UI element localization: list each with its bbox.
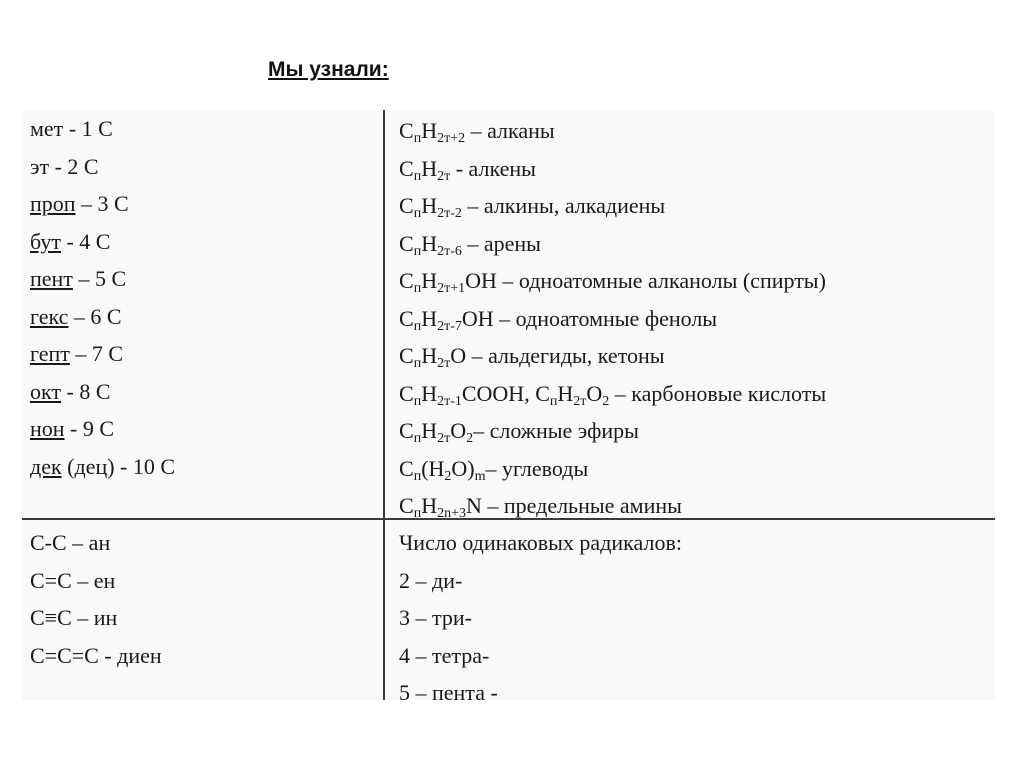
formula-item <box>399 150 826 188</box>
formula-symbol: C <box>399 193 414 218</box>
prefix-item <box>30 185 175 223</box>
prefix-root: окт <box>30 378 62 404</box>
formula-subscript: п <box>413 468 422 484</box>
prefix-item <box>30 110 175 148</box>
formula-symbol: C <box>399 380 414 406</box>
formula-subscript: 2т <box>437 356 451 371</box>
formula-description: – сложные эфиры <box>473 418 639 443</box>
scanned-table <box>22 110 995 705</box>
prefix-count: - 9 С <box>64 416 115 441</box>
formula-symbol: H <box>421 155 438 181</box>
prefix-list <box>30 110 175 485</box>
formula-symbol: OH <box>465 268 497 293</box>
formula-symbol: H <box>421 268 438 293</box>
formula-subscript: 2т-1 <box>437 393 462 409</box>
prefix-count: (дец) - 10 С <box>61 453 176 479</box>
formula-symbol: O <box>450 343 467 368</box>
formula-symbol: H <box>421 230 438 256</box>
formula-item <box>399 450 826 488</box>
formula-subscript: п <box>413 206 422 221</box>
formula-description: - алкены <box>450 155 536 181</box>
prefix-root: гепт <box>30 341 70 366</box>
formula-subscript: п <box>413 431 422 446</box>
formula-symbol: C <box>399 343 414 368</box>
formula-item <box>399 300 826 338</box>
bond-item: С=С=С - диен <box>30 642 162 668</box>
formula-symbol: C <box>399 118 414 143</box>
prefix-root: пент <box>30 266 73 291</box>
formula-symbol: H <box>421 493 438 518</box>
formula-subscript: 2 <box>444 468 452 484</box>
prefix-item <box>30 223 175 261</box>
prefix-count: – 5 С <box>72 266 127 291</box>
formula-symbol: C <box>399 418 414 443</box>
prefix-item <box>30 448 175 486</box>
formula-symbol: H <box>421 305 438 331</box>
bond-suffix-list <box>30 524 162 674</box>
formula-symbol: C <box>399 155 414 181</box>
radical-item: 4 – тетра- <box>399 642 490 668</box>
formula-subscript: 2т <box>437 168 451 184</box>
prefix-count: - 4 С <box>60 228 111 254</box>
prefix-item <box>30 298 175 336</box>
radical-item: 2 – ди- <box>399 567 463 593</box>
prefix-root: нон <box>30 416 65 441</box>
formula-subscript: 2т+1 <box>437 281 466 296</box>
radical-header: Число одинаковых радикалов: <box>399 530 682 555</box>
formula-symbol: COOH, C <box>461 380 550 406</box>
prefix-count: – 7 С <box>69 341 124 366</box>
prefix-root: дек <box>30 453 62 479</box>
formula-symbol: H <box>421 380 438 406</box>
bond-item: С=С – ен <box>30 567 116 593</box>
formula-description: – предельные амины <box>481 493 682 518</box>
formula-subscript: 2т-6 <box>437 243 462 259</box>
prefix-root: бут <box>30 228 61 254</box>
prefix-count: – 3 С <box>75 191 129 216</box>
prefix-item <box>30 260 175 298</box>
prefix-count: - 1 С <box>63 116 113 141</box>
formula-item <box>399 225 826 263</box>
prefix-count: – 6 С <box>68 303 122 329</box>
formula-description: – алканы <box>465 118 555 143</box>
formula-subscript: п <box>413 318 422 334</box>
radical-item: 3 – три- <box>399 605 472 630</box>
prefix-root: мет <box>30 116 64 141</box>
formula-description: – одноатомные алканолы (спирты) <box>496 268 826 293</box>
formula-symbol: H <box>557 380 574 406</box>
formula-symbol: C <box>399 455 414 481</box>
radical-item: 5 – пента - <box>399 680 498 705</box>
formula-symbol: (H <box>421 455 445 481</box>
column-divider <box>383 110 385 700</box>
formula-subscript: п <box>549 393 558 409</box>
formula-description: – карбоновые кислоты <box>609 380 827 406</box>
formula-symbol: OH <box>461 305 494 331</box>
formula-subscript: 2т+2 <box>437 131 466 146</box>
formula-item <box>399 262 826 300</box>
formula-subscript: 2т <box>573 393 587 409</box>
formula-subscript: п <box>413 506 422 521</box>
formula-symbol: C <box>399 493 414 518</box>
formula-description: – одноатомные фенолы <box>493 305 718 331</box>
formula-item <box>399 375 826 413</box>
slide-title: Мы узнали: <box>268 58 389 81</box>
formula-description: – альдегиды, кетоны <box>466 343 665 368</box>
formula-symbol: H <box>421 118 438 143</box>
prefix-count: - 8 С <box>61 378 111 404</box>
formula-symbol: H <box>421 193 438 218</box>
prefix-root: проп <box>30 191 76 216</box>
formula-subscript: п <box>413 131 422 146</box>
radical-list <box>399 524 682 712</box>
formula-subscript: 2 <box>466 431 474 446</box>
formula-item <box>399 187 826 225</box>
prefix-item <box>30 335 175 373</box>
bond-item: С≡С – ин <box>30 605 118 630</box>
formula-subscript: 2т-2 <box>437 206 462 221</box>
formula-subscript: 2т-7 <box>437 318 462 334</box>
prefix-count: - 2 С <box>49 153 99 179</box>
formula-symbol: C <box>399 268 414 293</box>
formula-symbol: O <box>450 418 467 443</box>
formula-subscript: 2n+3 <box>437 506 466 521</box>
bond-item: С-С – ан <box>30 530 111 555</box>
formula-list <box>399 112 826 525</box>
prefix-root: эт <box>30 153 50 179</box>
prefix-item <box>30 148 175 186</box>
formula-symbol: N <box>465 493 482 518</box>
formula-item <box>399 112 826 150</box>
formula-subscript: п <box>413 393 422 409</box>
formula-symbol: C <box>399 305 414 331</box>
formula-subscript: п <box>413 281 422 296</box>
formula-symbol: C <box>399 230 414 256</box>
formula-symbol: O <box>586 380 603 406</box>
formula-subscript: 2 <box>602 393 610 409</box>
formula-description: – углеводы <box>485 455 589 481</box>
formula-item <box>399 337 826 375</box>
formula-subscript: п <box>413 356 422 371</box>
prefix-root: гекс <box>30 303 69 329</box>
formula-subscript: m <box>474 468 486 484</box>
formula-item <box>399 412 826 450</box>
formula-symbol: H <box>421 343 438 368</box>
formula-subscript: п <box>413 243 422 259</box>
formula-description: – алкины, алкадиены <box>461 193 666 218</box>
formula-subscript: п <box>413 168 422 184</box>
formula-description: – арены <box>461 230 541 256</box>
formula-symbol: H <box>421 418 438 443</box>
formula-item <box>399 487 826 525</box>
formula-symbol: O) <box>451 455 475 481</box>
prefix-item <box>30 410 175 448</box>
formula-subscript: 2т <box>437 431 451 446</box>
prefix-item <box>30 373 175 411</box>
